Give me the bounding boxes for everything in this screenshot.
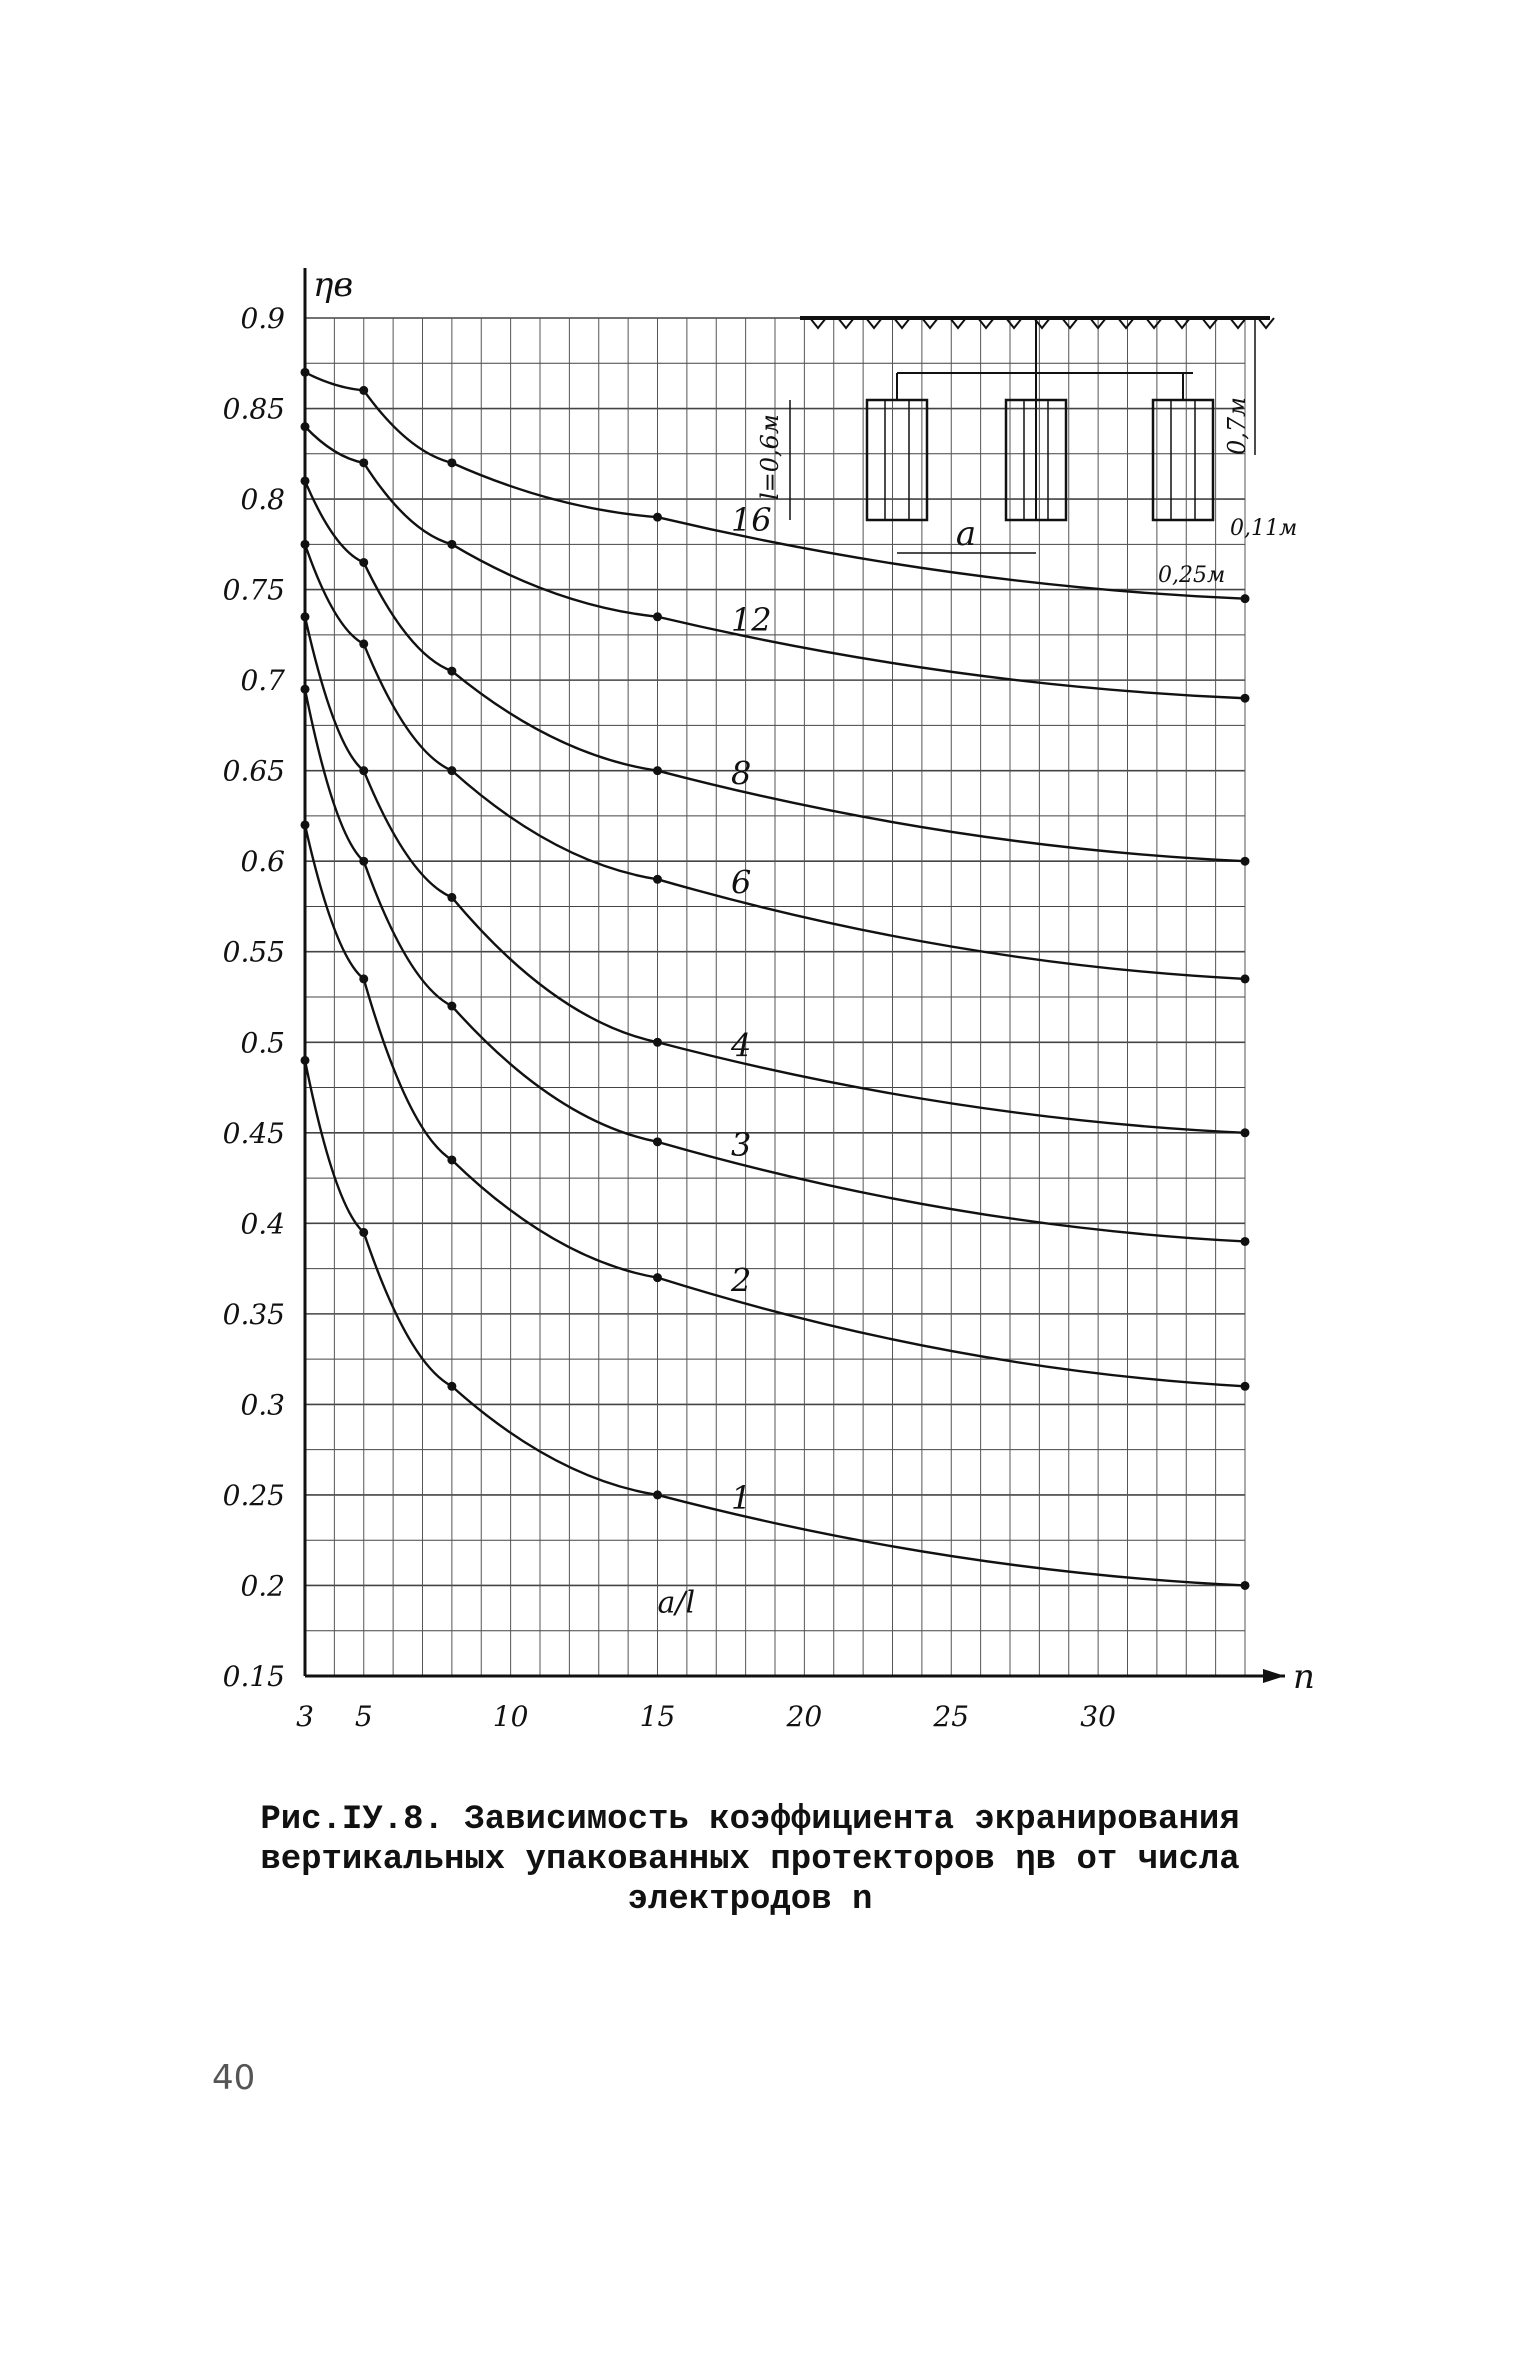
caption-line-2: вертикальных упакованных протекторов ηв от числа <box>260 1841 1240 1879</box>
data-point <box>359 1228 368 1237</box>
data-point <box>301 612 310 621</box>
ratio-annotation: a/l <box>657 1585 696 1621</box>
data-point <box>447 458 456 467</box>
data-point <box>1241 974 1250 983</box>
data-point <box>359 857 368 866</box>
y-tick-label: 0.2 <box>240 1569 285 1603</box>
figure-caption <box>150 1800 1350 1920</box>
data-point <box>653 513 662 522</box>
data-point <box>653 1273 662 1282</box>
data-point <box>1241 1581 1250 1590</box>
y-tick-label: 0.7 <box>240 664 285 698</box>
data-point <box>1241 694 1250 703</box>
series-label: 2 <box>730 1261 752 1300</box>
data-point <box>653 875 662 884</box>
data-point <box>447 540 456 549</box>
data-point <box>359 458 368 467</box>
data-point <box>1241 857 1250 866</box>
x-tick-label: 5 <box>354 1700 373 1733</box>
series-label: 4 <box>730 1026 752 1065</box>
y-tick-label: 0.45 <box>222 1116 285 1150</box>
caption-line-1: Рис.IУ.8. Зависимость коэффициента экранирования <box>260 1801 1240 1839</box>
x-tick-label: 3 <box>296 1700 314 1733</box>
protector-rect <box>867 400 927 520</box>
y-tick-label: 0.35 <box>222 1297 285 1331</box>
data-point <box>359 974 368 983</box>
data-point <box>1241 1237 1250 1246</box>
page-number: 40 <box>212 2058 256 2098</box>
data-point <box>301 540 310 549</box>
data-point <box>447 1002 456 1011</box>
chart-axes <box>305 265 1315 1697</box>
series-label: 8 <box>730 754 752 793</box>
data-point <box>653 1137 662 1146</box>
y-tick-label: 0.3 <box>240 1388 285 1422</box>
gap-label: 0,11м <box>1230 516 1298 541</box>
y-tick-label: 0.25 <box>222 1478 285 1512</box>
data-point <box>653 1490 662 1499</box>
x-tick-label: 15 <box>639 1700 676 1733</box>
data-point <box>359 766 368 775</box>
x-tick-label: 10 <box>492 1700 529 1733</box>
y-tick-label: 0.65 <box>222 754 285 788</box>
data-point <box>447 1382 456 1391</box>
length-label: l=0,6м <box>756 414 784 500</box>
x-tick-label: 25 <box>933 1700 970 1733</box>
y-tick-label: 0.85 <box>222 392 285 426</box>
data-point <box>359 639 368 648</box>
width-label: 0,25м <box>1158 563 1226 588</box>
y-axis-label: ηв <box>313 265 354 305</box>
x-tick-label: 20 <box>786 1700 823 1733</box>
spacing-label: a <box>955 514 977 554</box>
data-point <box>301 1056 310 1065</box>
y-tick-label: 0.9 <box>240 302 285 335</box>
y-tick-label: 0.15 <box>222 1660 285 1693</box>
data-point <box>447 766 456 775</box>
data-point <box>1241 1128 1250 1137</box>
data-point <box>653 766 662 775</box>
y-tick-label: 0.5 <box>240 1026 285 1060</box>
series-label: 12 <box>730 600 772 639</box>
series-label: 1 <box>730 1478 752 1517</box>
x-axis-label: n <box>1293 1657 1315 1697</box>
y-tick-label: 0.6 <box>240 845 285 879</box>
data-point <box>301 820 310 829</box>
protector-rect <box>1153 400 1213 520</box>
y-tick-label: 0.75 <box>222 573 285 607</box>
data-point <box>301 368 310 377</box>
data-point <box>1241 1382 1250 1391</box>
data-point <box>447 893 456 902</box>
data-point <box>447 667 456 676</box>
x-axis-arrow <box>1263 1669 1285 1683</box>
y-tick-label: 0.55 <box>222 935 285 969</box>
caption-line-3: электродов n <box>627 1881 873 1919</box>
y-tick-label: 0.4 <box>240 1207 285 1241</box>
x-tick-label: 30 <box>1080 1700 1116 1733</box>
y-tick-label: 0.8 <box>240 483 285 517</box>
data-point <box>301 685 310 694</box>
data-point <box>359 558 368 567</box>
tick-labels <box>223 302 1116 1733</box>
data-point <box>301 422 310 431</box>
series-label: 3 <box>730 1125 752 1164</box>
data-point <box>1241 594 1250 603</box>
data-point <box>653 612 662 621</box>
data-point <box>447 1155 456 1164</box>
chart-grid <box>305 318 1245 1676</box>
series-label: 6 <box>730 863 752 902</box>
depth-label: 0,7м <box>1223 396 1251 455</box>
data-point <box>653 1038 662 1047</box>
data-point <box>301 476 310 485</box>
series-label: 16 <box>730 501 772 540</box>
data-point <box>359 386 368 395</box>
